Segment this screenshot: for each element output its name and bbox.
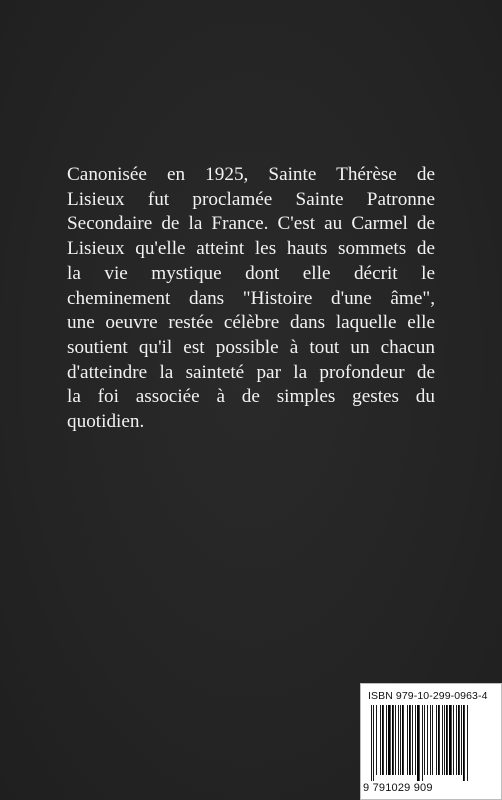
barcode-stripe: [376, 705, 377, 775]
barcode-bars: [369, 705, 502, 781]
barcode-stripe: [424, 705, 425, 775]
barcode-stripe: [432, 705, 433, 775]
barcode-stripe: [392, 705, 394, 775]
barcode-stripe: [446, 705, 448, 775]
blurb-line: cheminement dans "Histoire d'une âme",: [67, 287, 435, 309]
barcode-stripe: [458, 705, 460, 775]
barcode-stripe: [388, 705, 391, 775]
isbn-barcode: [360, 683, 502, 800]
barcode-stripe: [467, 705, 468, 781]
blurb-line: Canonisée en 1925, Sainte Thérèse de: [67, 164, 435, 185]
blurb-text: [67, 163, 435, 435]
barcode-stripe: [386, 705, 387, 775]
barcode-stripe: [412, 705, 413, 775]
blurb-line: Secondaire de la France. C'est au Carmel de: [67, 213, 435, 235]
barcode-stripe: [461, 705, 462, 775]
blurb-line: soutient qu'il est possible à tout un chacun: [67, 336, 435, 358]
barcode-stripe: [380, 705, 381, 775]
barcode-stripe: [407, 705, 408, 775]
barcode-stripe: [456, 705, 457, 775]
barcode-digits: 9 791029 909: [363, 782, 433, 794]
blurb-line: une oeuvre restée célèbre dans laquelle elle: [67, 312, 435, 334]
blurb-line: la vie mystique dont elle décrit le: [67, 262, 435, 284]
barcode-stripe: [402, 705, 404, 775]
blurb-line: quotidien.: [67, 411, 145, 433]
barcode-stripe: [442, 705, 443, 775]
barcode-stripe: [427, 705, 428, 775]
blurb-line: Lisieux qu'elle atteint les hauts sommets de: [67, 238, 435, 260]
barcode-stripe: [395, 705, 396, 775]
barcode-stripe: [453, 705, 454, 775]
barcode-stripe: [415, 705, 416, 775]
barcode-stripe: [436, 705, 437, 775]
barcode-stripe: [444, 705, 445, 775]
barcode-stripe: [449, 705, 452, 775]
barcode-stripe: [422, 705, 423, 781]
barcode-stripe: [400, 705, 401, 775]
barcode-stripe: [438, 705, 440, 775]
barcode-stripe: [382, 705, 384, 775]
barcode-stripe: [373, 705, 374, 781]
barcode-stripe: [463, 705, 465, 781]
blurb-line: Lisieux fut proclamée Sainte Patronne: [67, 188, 435, 210]
blurb-line: d'atteindre la sainteté par la profondeur de: [67, 361, 435, 383]
barcode-stripe: [430, 705, 431, 775]
barcode-stripe: [371, 705, 372, 781]
barcode-stripe: [398, 705, 399, 775]
barcode-stripe: [417, 705, 420, 781]
blurb-line: la foi associée à de simples gestes du: [67, 386, 435, 408]
barcode-stripe: [409, 705, 411, 775]
isbn-label: ISBN 979-10-299-0963-4: [368, 690, 488, 702]
